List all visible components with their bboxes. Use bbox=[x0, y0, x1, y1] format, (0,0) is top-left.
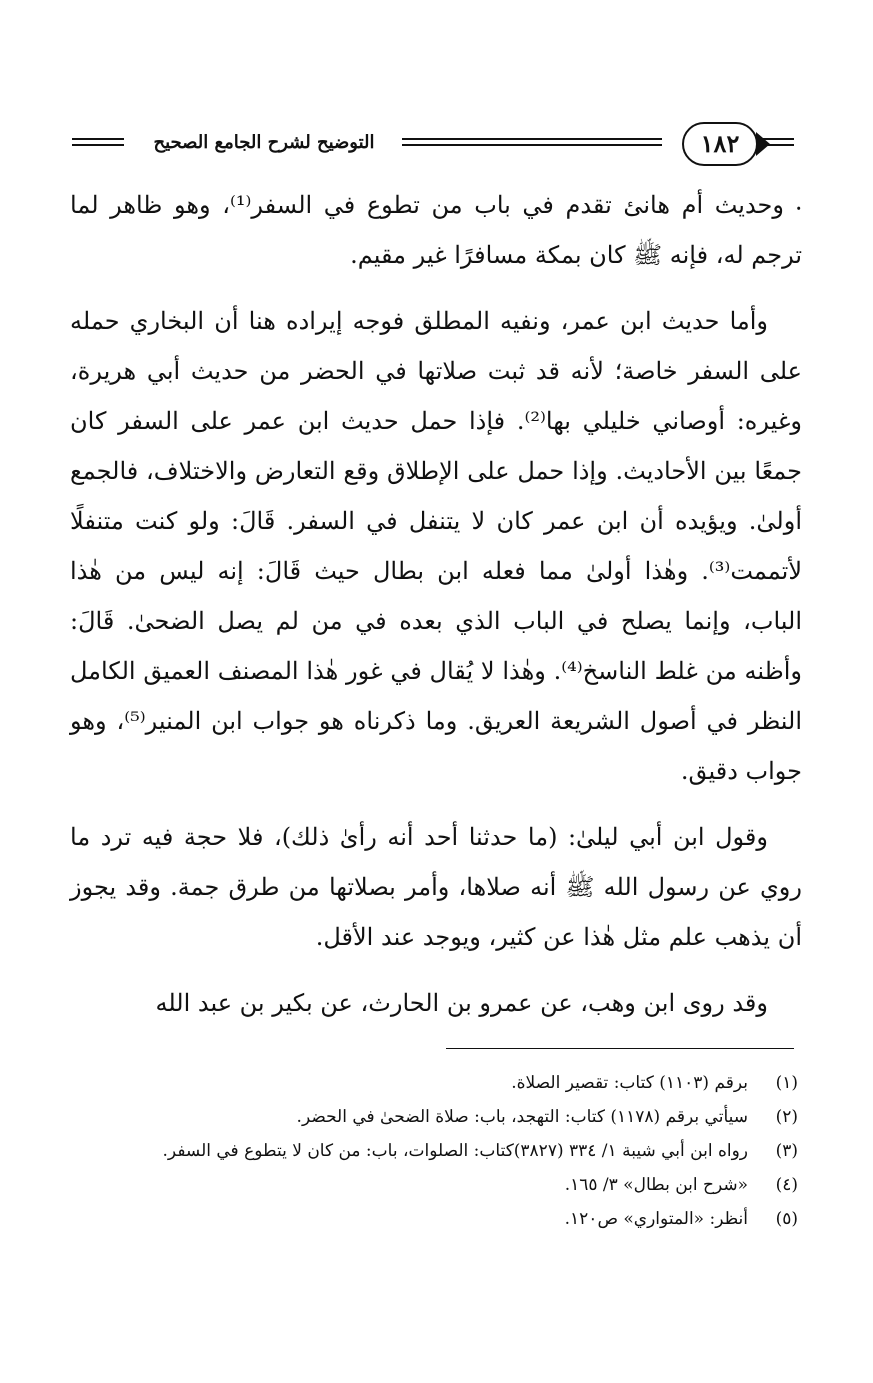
footnote-number: (٥) bbox=[775, 1209, 798, 1229]
footnote bbox=[80, 1202, 798, 1236]
footnote-number: (٣) bbox=[775, 1141, 798, 1161]
paragraph: وقد روى ابن وهب، عن عمرو بن الحارث، عن بكير بن عبد الله bbox=[155, 989, 768, 1017]
footnote-text: برقم (١١٠٣) كتاب: تقصير الصلاة. bbox=[511, 1073, 748, 1093]
footnote bbox=[80, 1134, 798, 1168]
page-number: ١٨٢ bbox=[682, 122, 758, 166]
paragraph: ⸳ وحديث أم هانئ تقدم في باب من تطوع في السفر⁽¹⁾، وهو ظاهر لما ترجم له، فإنه ﷺ كان بمكة مسافرًا غير مقيم. bbox=[70, 191, 802, 269]
footnote bbox=[80, 1168, 798, 1202]
footnote-text: أنظر: «المتواري» ص١٢٠. bbox=[564, 1209, 748, 1229]
header-rule bbox=[72, 144, 124, 146]
running-header bbox=[72, 118, 794, 170]
main-text bbox=[70, 180, 802, 1044]
footnote-text: «شرح ابن بطال» ٣/ ١٦٥. bbox=[564, 1175, 748, 1195]
paragraph: وقول ابن أبي ليلىٰ: (ما حدثنا أحد أنه رأىٰ ذلك)، فلا حجة فيه ترد ما روي عن رسول الله ﷺ أنه صلاها، وأمر بصلاتها من طرق جمة. وقد يجوز أن يذهب علم مثل هٰذا عن كثير، ويوجد عند الأقل. bbox=[70, 823, 802, 951]
header-rule bbox=[402, 144, 662, 146]
footnote-separator bbox=[446, 1048, 794, 1049]
footnote-number: (٤) bbox=[775, 1175, 798, 1195]
paragraph: وأما حديث ابن عمر، ونفيه المطلق فوجه إيراده هنا أن البخاري حمله على السفر خاصة؛ لأنه قد ثبت صلاتها في الحضر من حديث أبي هريرة، وغيره: أوصاني خليلي بها⁽²⁾. فإذا حمل حديث ابن عمر على السفر كان جمعًا بين الأحاديث. وإذا حمل على الإطلاق وقع التعارض والاختلاف، فالجمع أولىٰ. ويؤيده أن ابن عمر كان لا يتنفل في السفر. قَالَ: ولو كنت متنفلًا لأتممت⁽³⁾. وهٰذا أولىٰ مما فعله ابن بطال حيث قَالَ: إنه ليس من هٰذا الباب، وإنما يصلح في الباب الذي بعده في من لم يصل الضحىٰ. قَالَ: وأظنه من غلط الناسخ⁽⁴⁾. وهٰذا لا يُقال في غور هٰذا المصنف العميق الكامل النظر في أصول الشريعة العريق. وما ذكرناه هو جواب ابن المنير⁽⁵⁾، وهو جواب دقيق. bbox=[70, 307, 803, 785]
footnote bbox=[80, 1066, 798, 1100]
header-rule bbox=[72, 138, 124, 140]
footnote-text: سيأتي برقم (١١٧٨) كتاب: التهجد، باب: صلاة الضحىٰ في الحضر. bbox=[296, 1107, 748, 1127]
book-title: التوضيح لشرح الجامع الصحيح bbox=[130, 128, 398, 158]
footnote-text: رواه ابن أبي شيبة ١/ ٣٣٤ (٣٨٢٧)كتاب: الصلوات، باب: من كان لا يتطوع في السفر. bbox=[162, 1141, 748, 1161]
footnote-number: (٢) bbox=[775, 1107, 798, 1127]
header-rule bbox=[402, 138, 662, 140]
footnotes bbox=[80, 1066, 798, 1236]
footnote-number: (١) bbox=[775, 1073, 798, 1093]
footnote bbox=[80, 1100, 798, 1134]
